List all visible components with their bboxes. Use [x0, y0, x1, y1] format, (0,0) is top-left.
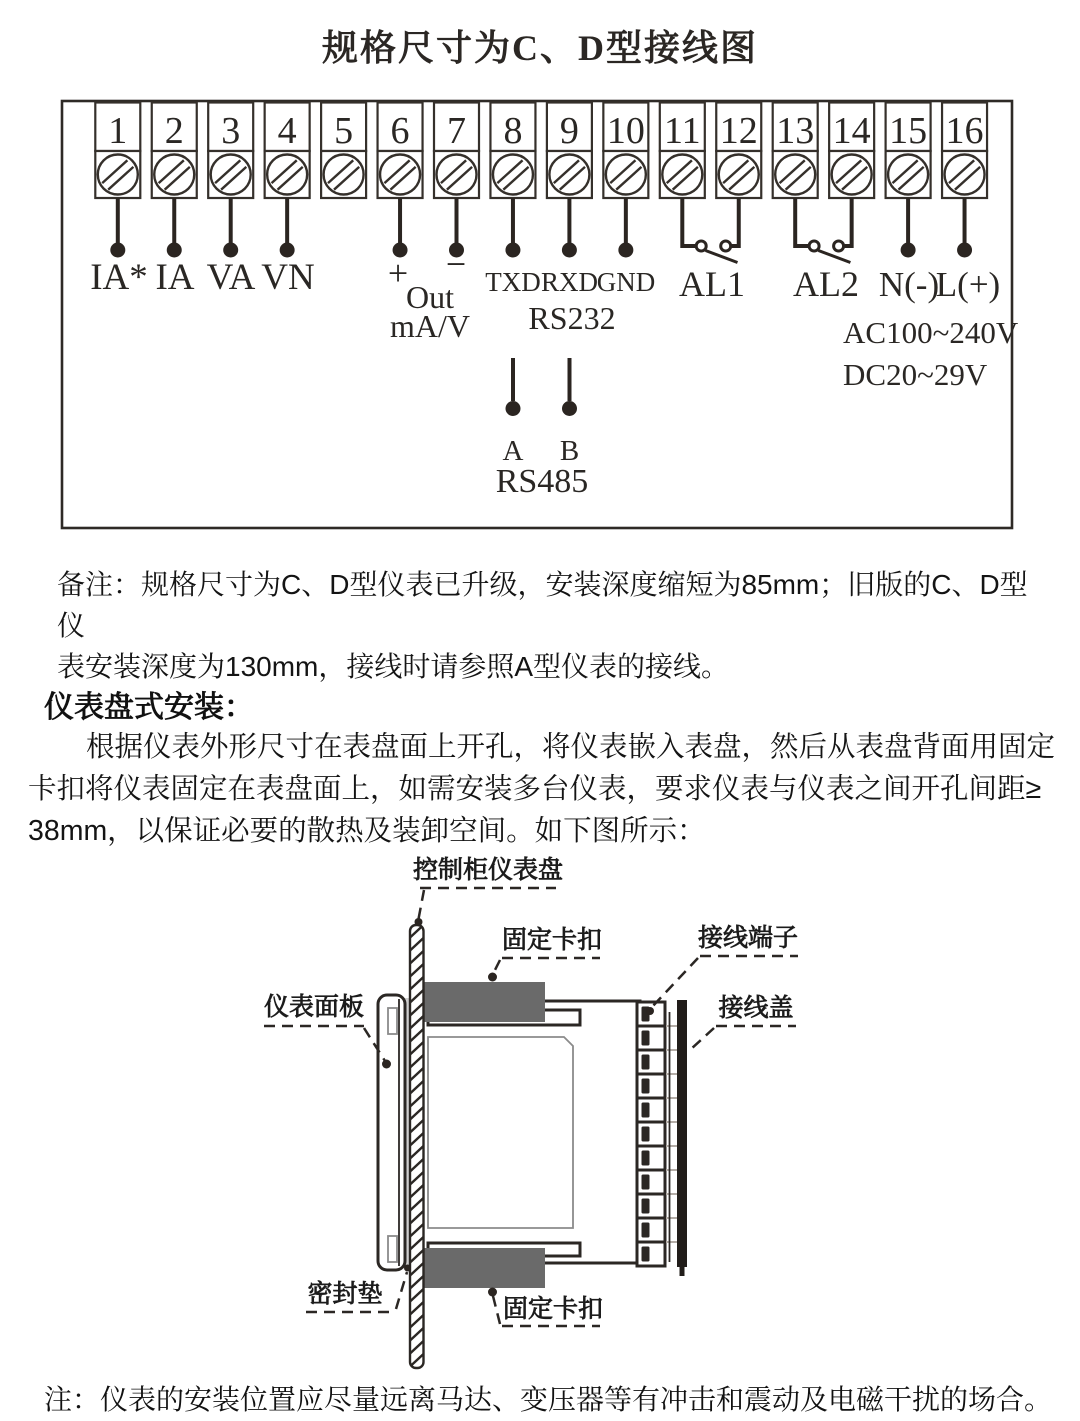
- label-plus: +: [387, 253, 409, 293]
- paragraph-line: 卡扣将仪表固定在表盘面上，如需安装多台仪表，要求仪表与仪表之间开孔间距≥: [28, 773, 1042, 805]
- terminal-unit: [321, 103, 366, 199]
- terminal-number: 2: [164, 110, 184, 152]
- wiring-diagram: [0, 0, 1080, 545]
- terminal-cell-screw-icon: [642, 1199, 650, 1214]
- terminal-cell-screw-icon: [642, 1103, 650, 1118]
- terminal-number: 10: [606, 110, 645, 152]
- label-clip-bottom: 固定卡扣: [502, 1295, 604, 1323]
- terminal-number: 8: [503, 110, 523, 152]
- label-va: VA: [206, 257, 256, 298]
- label-ac-range: AC100~240V: [843, 315, 1019, 350]
- terminal-number: 12: [719, 110, 758, 152]
- terminal-number: 13: [776, 110, 815, 152]
- fixing-clip-top: [423, 982, 545, 1022]
- label-clip-top: 固定卡扣: [501, 926, 603, 954]
- terminal-cover-foot: [680, 1267, 685, 1276]
- label-ia-star: IA*: [90, 257, 148, 298]
- terminal-unit: [660, 103, 705, 199]
- label-dc-range: DC20~29V: [843, 357, 988, 392]
- label-front-panel: 仪表面板: [263, 993, 365, 1021]
- terminal-unit: [265, 103, 310, 199]
- install-diagram: [0, 840, 1080, 1385]
- terminal-number: 11: [664, 110, 701, 152]
- label-terminal-block: 接线端子: [697, 924, 799, 952]
- terminal-cover-bar: [677, 1000, 687, 1267]
- terminal-number: 9: [559, 110, 579, 152]
- terminal-number: 6: [390, 110, 410, 152]
- label-rs485-a: A: [502, 435, 524, 467]
- terminal-cell-screw-icon: [642, 1223, 650, 1238]
- front-bezel: [378, 995, 405, 1270]
- label-out: Out: [406, 279, 454, 315]
- label-rs485-b: B: [559, 435, 580, 467]
- al1-relay-contact-icon: [682, 198, 738, 263]
- terminal-cell-screw-icon: [642, 1079, 650, 1094]
- terminal-number: 16: [945, 110, 984, 152]
- terminal-number: 5: [334, 110, 354, 152]
- label-terminal-cover: 接线盖: [718, 994, 794, 1022]
- label-ia: IA: [155, 257, 195, 298]
- terminal-unit: [95, 103, 140, 199]
- terminal-number: 1: [108, 110, 128, 152]
- terminal-cell-screw-icon: [642, 1127, 650, 1142]
- terminal-cell-screw-icon: [642, 1151, 650, 1166]
- paragraph-line: 38mm，以保证必要的散热及装卸空间。如下图所示：: [28, 815, 706, 847]
- page-title: 规格尺寸为C、D型接线图: [322, 28, 758, 68]
- remark-line: 备注：规格尺寸为C、D型仪表已升级，安装深度缩短为85mm；旧版的C、D型仪: [57, 569, 1028, 641]
- terminal-unit: [603, 103, 648, 199]
- terminal-unit: [434, 103, 479, 199]
- rs485-wires: [506, 358, 578, 416]
- paragraph-line: 根据仪表外形尺寸在表盘面上开孔，将仪表嵌入表盘，然后从表盘背面用固定: [86, 731, 1056, 763]
- label-ma-v: mA/V: [390, 308, 470, 344]
- label-cabinet-panel: 控制柜仪表盘: [412, 856, 564, 884]
- terminal-number: 14: [832, 110, 871, 152]
- terminal-cell-screw-icon: [642, 1031, 650, 1046]
- terminal-cell-screw-icon: [642, 1247, 650, 1262]
- remark-text: [57, 564, 1037, 687]
- label-l-plus: L(+): [935, 265, 1001, 304]
- label-al1: AL1: [679, 264, 745, 304]
- section-heading: 仪表盘式安装：: [44, 691, 254, 724]
- meter-inner-case: [428, 1037, 573, 1228]
- label-vn: VN: [261, 257, 315, 298]
- terminal-cell-screw-icon: [642, 1175, 650, 1190]
- terminal-unit: [716, 103, 761, 199]
- terminal-unit: [378, 103, 423, 199]
- terminal-cell-screw-icon: [642, 1055, 650, 1070]
- terminal-unit: [886, 103, 931, 199]
- terminal-unit: [152, 103, 197, 199]
- terminal-unit: [490, 103, 535, 199]
- terminal-unit: [773, 103, 818, 199]
- terminal-number: 7: [447, 110, 466, 152]
- label-gasket: 密封垫: [307, 1280, 383, 1308]
- label-minus: −: [445, 244, 467, 284]
- label-gnd: GND: [596, 267, 656, 297]
- label-rxd: RXD: [540, 267, 599, 297]
- install-paragraph: [28, 726, 1058, 852]
- terminal-unit: [547, 103, 592, 199]
- terminal-unit: [208, 103, 253, 199]
- fixing-clip-bottom: [423, 1248, 545, 1288]
- remark-line: 表安装深度为130mm，接线时请参照A型仪表的接线。: [57, 651, 730, 682]
- terminal-unit: [829, 103, 874, 199]
- al2-relay-contact-icon: [795, 198, 851, 263]
- label-txd: TXD: [485, 267, 541, 297]
- label-rs485: RS485: [495, 463, 589, 500]
- terminal-strip: [95, 103, 987, 199]
- terminal-block-ladder: [637, 1002, 677, 1266]
- label-al2: AL2: [793, 264, 859, 304]
- cabinet-panel-bar: [410, 925, 425, 1381]
- terminal-number: 15: [889, 110, 928, 152]
- terminal-unit: [942, 103, 987, 199]
- terminal-number: 3: [221, 110, 241, 152]
- label-rs232: RS232: [528, 300, 616, 336]
- terminal-number: 4: [277, 110, 297, 152]
- label-n-minus: N(-): [878, 265, 940, 304]
- footer-note: 注：仪表的安装位置应尽量远离马达、变压器等有冲击和震动及电磁干扰的场合。: [44, 1384, 1053, 1415]
